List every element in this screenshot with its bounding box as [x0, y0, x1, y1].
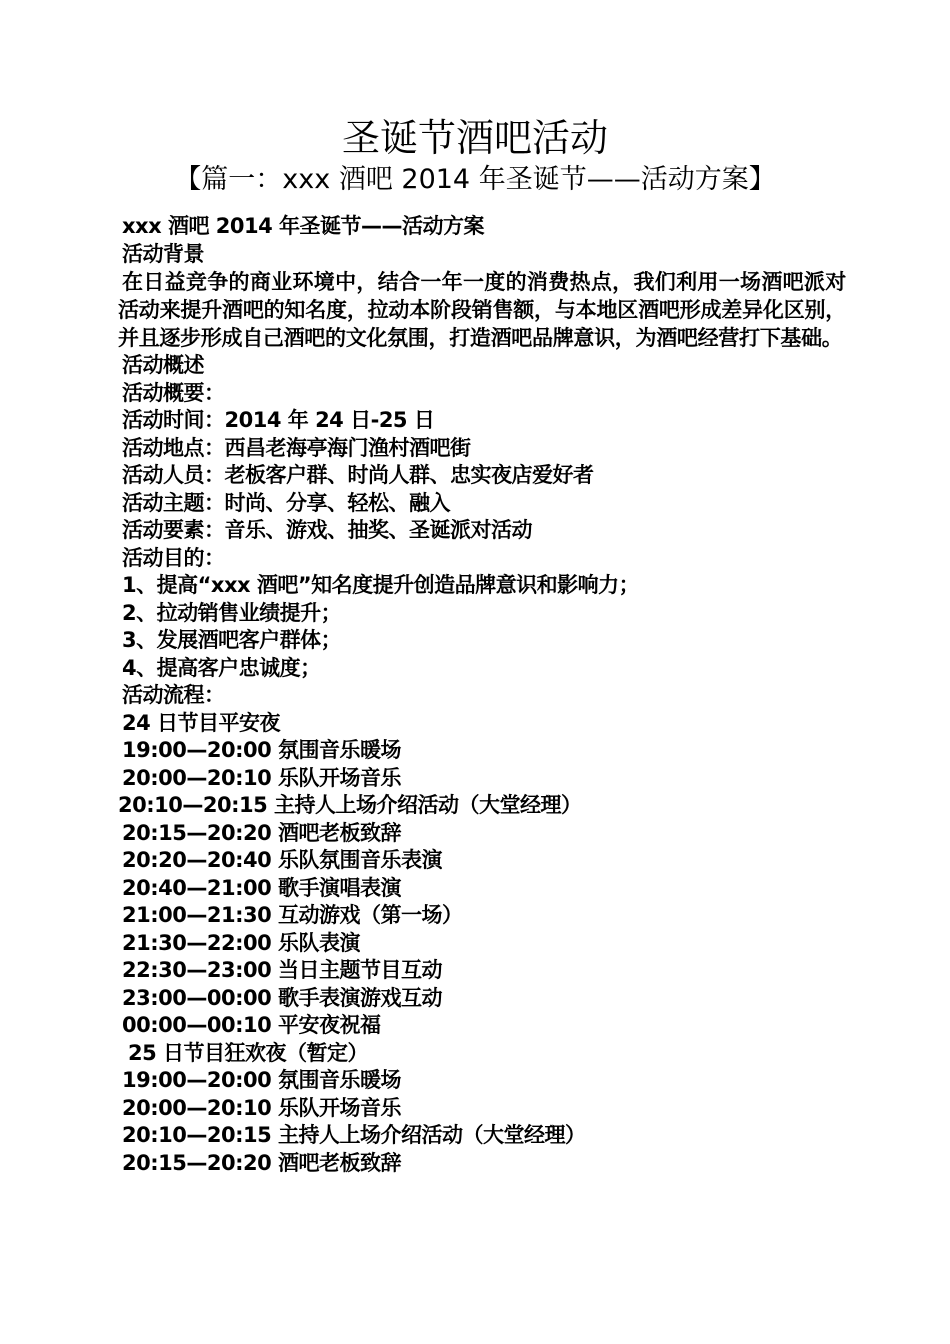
document-subtitle: 【篇一：xxx 酒吧 2014 年圣诞节——活动方案】: [174, 164, 776, 195]
detail-location: 活动地点：西昌老海亭海门渔村酒吧街: [122, 435, 471, 460]
document-body: [118, 213, 848, 1177]
goals-label: 活动目的：: [122, 545, 225, 570]
schedule-item: 20:10—20:15 主持人上场介绍活动（大堂经理）: [122, 1123, 586, 1147]
process-label: 活动流程：: [122, 683, 225, 707]
schedule-item: 23:00—00:00 歌手表演游戏互动: [122, 985, 443, 1010]
summary-label: 活动概要：: [122, 380, 225, 405]
background-paragraph: [118, 268, 846, 352]
goal-item: 4、提高客户忠诚度；: [122, 655, 321, 680]
background-text: 在日益竞争的商业环境中，结合一年一度的消费热点，我们利用一场酒吧派对活动来提升酒吧的知名度，拉动本阶段销售额，与本地区酒吧形成差异化区别，并且逐步形成自己酒吧的文化氛围，打造酒吧品牌意识，为酒吧经营打下基础。: [118, 270, 846, 350]
detail-theme: 活动主题：时尚、分享、轻松、融入: [122, 490, 450, 515]
day1-label: 24 日节目平安夜: [122, 710, 281, 735]
detail-time: 活动时间：2014 年 24 日-25 日: [122, 408, 435, 432]
schedule-item: 20:15—20:20 酒吧老板致辞: [122, 1150, 402, 1175]
detail-elements: 活动要素：音乐、游戏、抽奖、圣诞派对活动: [122, 518, 532, 542]
schedule-item: 00:00—00:10 平安夜祝福: [122, 1013, 381, 1037]
schedule-item: 19:00—20:00 氛围音乐暖场: [122, 1068, 402, 1092]
overview-label: 活动概述: [122, 353, 204, 377]
schedule-item: 21:30—22:00 乐队表演: [122, 930, 361, 955]
section-heading: xxx 酒吧 2014 年圣诞节——活动方案: [122, 214, 485, 238]
schedule-item: 20:00—20:10 乐队开场音乐: [122, 765, 402, 790]
day2-label: 25 日节目狂欢夜（暂定）: [128, 1040, 369, 1065]
schedule-item: 20:15—20:20 酒吧老板致辞: [122, 820, 402, 845]
schedule-item: 21:00—21:30 互动游戏（第一场）: [122, 903, 463, 927]
goal-item: 2、拉动销售业绩提升；: [122, 600, 342, 625]
schedule-item: 20:20—20:40 乐队氛围音乐表演: [122, 848, 443, 872]
schedule-item: 20:10—20:15 主持人上场介绍活动（大堂经理）: [118, 793, 582, 817]
schedule-item: 22:30—23:00 当日主题节目互动: [122, 958, 443, 982]
detail-people: 活动人员：老板客户群、时尚人群、忠实夜店爱好者: [122, 463, 594, 487]
background-label: 活动背景: [122, 241, 204, 266]
schedule-item: 19:00—20:00 氛围音乐暖场: [122, 738, 402, 762]
schedule-item: 20:00—20:10 乐队开场音乐: [122, 1095, 402, 1120]
document-title: 圣诞节酒吧活动: [341, 116, 608, 160]
goal-item: 3、发展酒吧客户群体；: [122, 628, 342, 652]
schedule-item: 20:40—21:00 歌手演唱表演: [122, 875, 402, 900]
goal-item: 1、提高“xxx 酒吧”知名度提升创造品牌意识和影响力；: [122, 573, 640, 597]
